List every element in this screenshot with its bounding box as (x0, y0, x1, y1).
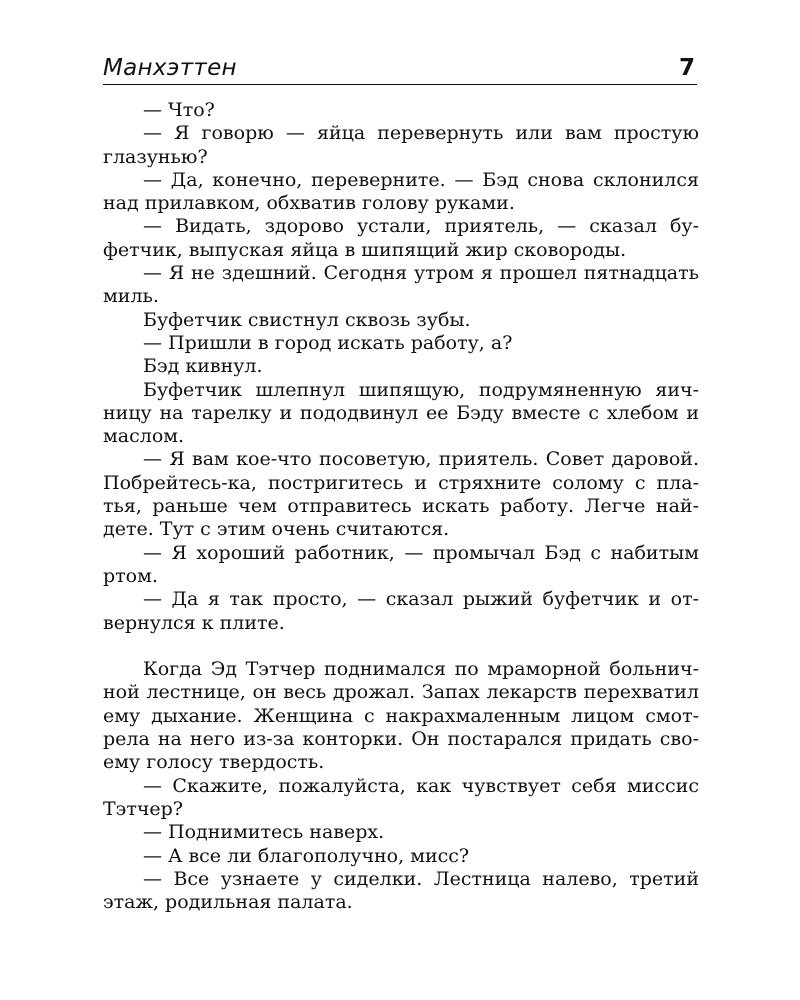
body-text (103, 99, 699, 914)
paragraph: — Поднимитесь наверх. (143, 821, 385, 844)
paragraph: — Скажите, пожалуйста, как чувствует себя миссис Тэтчер? (103, 774, 699, 820)
paragraph: — Я вам кое-что посоветую, приятель. Совет даровой. Побрейтесь-ка, постригитесь и стряхните солому с платья, раньше чем отправитесь искать работу. Легче найдете. Тут с этим очень считаются. (103, 448, 699, 541)
paragraph: — Видать, здорово устали, приятель, — сказал буфетчик, выпуская яйца в шипящий жир сковороды. (103, 215, 699, 261)
paragraph: Буфетчик свистнул сквозь зубы. (143, 308, 471, 331)
paragraph: Когда Эд Тэтчер поднимался по мраморной больничной лестнице, он весь дрожал. Запах лекарств перехватил ему дыхание. Женщина с накрахмаленным лицом смотрела на него из-за конторки. Он постарался придать своему голосу твердость. (103, 658, 699, 774)
paragraph: — А все ли благополучно, мисс? (143, 844, 470, 867)
paragraph: — Да, конечно, переверните. — Бэд снова склонился над прилавком, обхватив голову руками. (103, 168, 699, 215)
paragraph: — Что? (143, 99, 215, 121)
page-number: 7 (678, 55, 695, 81)
paragraph: Буфетчик шлепнул шипящую, подрумяненную яичницу на тарелку и пододвинул ее Бэду вместе с хлебом и маслом. (103, 378, 699, 448)
paragraph: — Я говорю — яйца перевернуть или вам простую глазунью? (103, 122, 699, 168)
paragraph: — Да я так просто, — сказал рыжий буфетчик и отвернулся к плите. (103, 588, 699, 634)
paragraph: Бэд кивнул. (143, 355, 263, 378)
running-header (103, 52, 697, 85)
paragraph: — Все узнаете у сиделки. Лестница налево, третий этаж, родильная палата. (103, 867, 699, 914)
paragraph: — Я не здешний. Сегодня утром я прошел пятнадцать миль. (103, 262, 699, 308)
paragraph: — Я хороший работник, — промычал Бэд с набитым ртом. (103, 541, 699, 587)
paragraph: — Пришли в город искать работу, а? (143, 331, 513, 354)
running-title: Манхэттен (103, 55, 237, 81)
section-break (103, 635, 699, 658)
